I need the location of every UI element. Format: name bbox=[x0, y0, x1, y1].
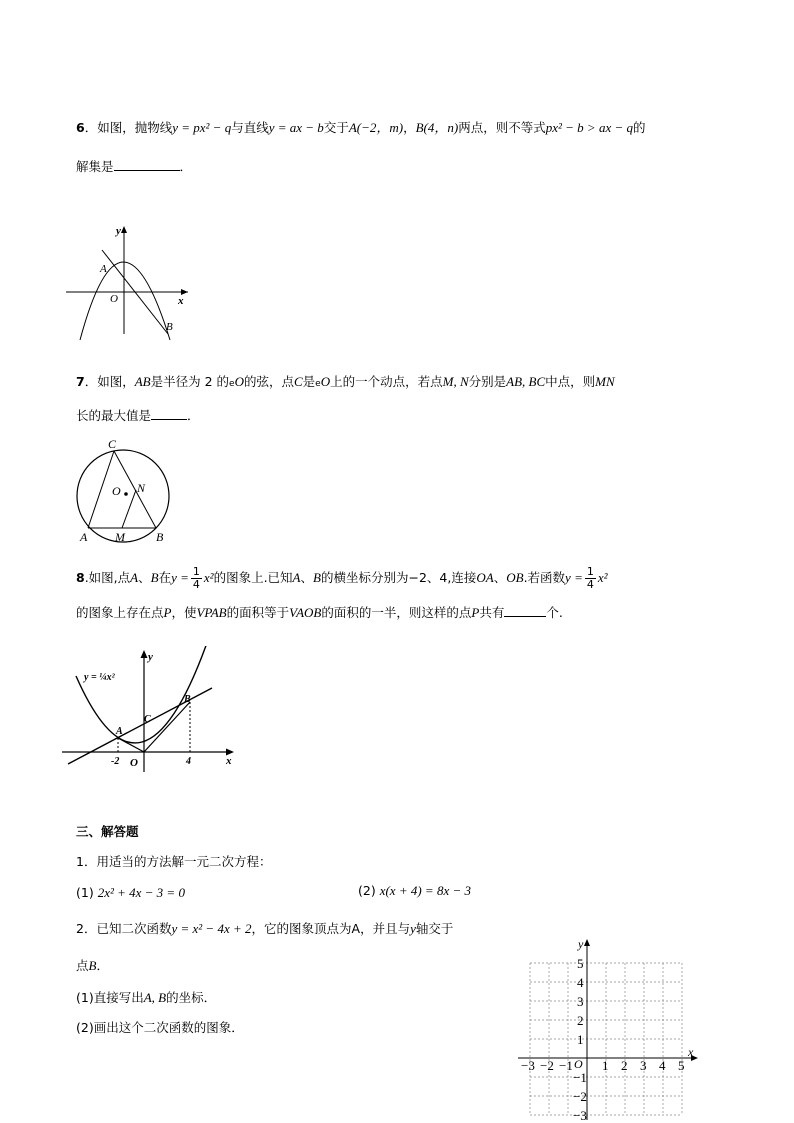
q7-ab: AB bbox=[134, 374, 151, 389]
q7-text: 长的最大值是 bbox=[76, 408, 152, 423]
grid-y-arrow-icon bbox=[584, 939, 590, 946]
q6-y-arrow-icon bbox=[121, 226, 127, 233]
q8-text: 个. bbox=[546, 605, 563, 620]
q7-text: 分别是 bbox=[468, 374, 507, 389]
q7-fig-o: O bbox=[112, 484, 121, 498]
grid-x-ticks bbox=[521, 1058, 685, 1073]
q8-text: 的面积的一半，则这样的点 bbox=[321, 605, 472, 620]
q8-number: 8 bbox=[76, 570, 85, 585]
q7-text: ．如图， bbox=[84, 374, 135, 389]
q6-inequality: px² − b > ax − q bbox=[545, 120, 633, 135]
q8-a: A bbox=[130, 570, 139, 585]
q8-fig-a: A bbox=[116, 726, 123, 737]
q7-fig-c: C bbox=[108, 437, 117, 451]
s3-q1-part1 bbox=[76, 885, 185, 901]
q8-ob: OB bbox=[506, 570, 524, 585]
q8-sep: 、 bbox=[138, 570, 151, 585]
q8-fig-eq: y = ¼x² bbox=[84, 672, 115, 683]
q6-number: 6 bbox=[76, 120, 85, 135]
q8-y-eq: y = bbox=[171, 570, 189, 585]
grid-origin: O bbox=[574, 1057, 583, 1071]
q8-text: 的横坐标分别为 bbox=[320, 570, 409, 585]
s3-q2-text: ，并且与 bbox=[360, 921, 411, 936]
q6-fig-a: A bbox=[100, 263, 107, 275]
q8-values: −2、4 bbox=[408, 570, 448, 585]
q8-segment-oa bbox=[118, 738, 144, 752]
grid-x-tick-label: 1 bbox=[602, 1058, 609, 1073]
q7-line1 bbox=[76, 374, 615, 392]
q8-p: P bbox=[471, 605, 480, 620]
q6-sep: ， bbox=[403, 120, 416, 135]
q7-fig-n: N bbox=[137, 481, 146, 495]
s3-q2-text: ，它的图象顶点为 bbox=[251, 921, 352, 936]
q6-eq-parabola: y = px² − q bbox=[172, 120, 232, 135]
s3-q2-p1-text: 的坐标． bbox=[166, 990, 217, 1005]
s3-q2-p1-text: 直接写出 bbox=[93, 990, 144, 1005]
grid-x-tick-label: −3 bbox=[521, 1058, 535, 1073]
q6-text: ． bbox=[179, 159, 193, 174]
q7-segment-mn bbox=[122, 490, 136, 528]
q8-fig-y: y bbox=[148, 651, 153, 663]
grid-x-tick-label: 2 bbox=[621, 1058, 628, 1073]
q8-oa: OA bbox=[476, 570, 494, 585]
s3-q1-p2-label: (2) bbox=[358, 883, 376, 898]
grid-x-tick-label: −2 bbox=[540, 1058, 554, 1073]
q7-text: 上的一个动点，若点 bbox=[330, 374, 443, 389]
q7-figure bbox=[70, 436, 180, 546]
grid-x-tick-label: 4 bbox=[659, 1058, 666, 1073]
q7-line2 bbox=[76, 407, 200, 424]
s3-q2-text: ． bbox=[96, 958, 109, 973]
q8-x-squared: x² bbox=[203, 570, 214, 585]
section3-title: 三、解答题 bbox=[76, 824, 139, 839]
q8-text: .如图,点 bbox=[84, 570, 131, 585]
q7-text: 的弦，点 bbox=[243, 374, 294, 389]
q7-o: O bbox=[320, 374, 331, 389]
q7-text: 是 bbox=[302, 374, 316, 389]
q8-figure bbox=[62, 646, 240, 774]
q7-circle-symbol: e bbox=[229, 379, 235, 389]
q7-mn2: MN bbox=[595, 374, 615, 389]
q7-ab-bc: AB, BC bbox=[506, 374, 546, 389]
q7-text: 中点，则 bbox=[545, 374, 596, 389]
grid-y-tick-label: 5 bbox=[577, 956, 584, 971]
grid-y-label: y bbox=[578, 937, 584, 951]
q8-frac-num: 1 bbox=[586, 565, 594, 578]
q6-fig-b: B bbox=[166, 321, 173, 333]
q8-b: B bbox=[150, 570, 159, 585]
q8-sep: 、 bbox=[493, 570, 507, 585]
q8-text: ，使 bbox=[171, 605, 197, 620]
q6-text: 与直线 bbox=[231, 120, 269, 135]
q7-fig-m: M bbox=[115, 530, 125, 544]
q8-fraction bbox=[585, 566, 596, 591]
q8-text: 的图象上存在点 bbox=[76, 605, 164, 620]
q6-line1 bbox=[76, 120, 646, 136]
q7-fig-a: A bbox=[80, 530, 88, 544]
q8-b: B bbox=[313, 570, 321, 585]
s3-q2-text: 点 bbox=[76, 958, 89, 973]
grid-y-tick-label: 3 bbox=[577, 994, 584, 1009]
s3-q1-p2-equation: x(x + 4) = 8x − 3 bbox=[379, 883, 471, 898]
q8-fig-4: 4 bbox=[186, 756, 191, 767]
coordinate-grid bbox=[512, 934, 702, 1122]
q8-line2 bbox=[76, 604, 563, 621]
q8-text: 在 bbox=[158, 570, 172, 585]
q8-text: .若函数 bbox=[523, 570, 566, 585]
q7-answer-blank[interactable] bbox=[151, 407, 187, 420]
q7-mn: M, N bbox=[442, 374, 469, 389]
s3-q2-text: 轴交于 bbox=[415, 921, 454, 936]
q6-text: 交于 bbox=[323, 120, 349, 135]
s3-q2-part1 bbox=[76, 990, 216, 1006]
s3-q2-line1 bbox=[76, 921, 453, 937]
q6-parabola bbox=[80, 262, 170, 340]
q8-fig-b: B bbox=[184, 694, 191, 705]
q8-frac-num: 1 bbox=[192, 565, 200, 578]
grid-y-tick-label: −2 bbox=[573, 1089, 587, 1104]
q7-text: ． bbox=[187, 408, 200, 423]
q8-x-squared: x² bbox=[597, 570, 608, 585]
q8-sep: 、 bbox=[300, 570, 314, 585]
grid-x-tick-label: 3 bbox=[640, 1058, 647, 1073]
q6-answer-blank[interactable] bbox=[114, 158, 180, 171]
q8-a: A bbox=[292, 570, 301, 585]
grid-x-tick-label: 5 bbox=[678, 1058, 685, 1073]
s3-q2-equation: y = x² − 4x + 2 bbox=[171, 921, 252, 936]
q8-y-arrow-icon bbox=[141, 650, 148, 658]
grid-x-label: x bbox=[688, 1045, 694, 1059]
grid-x-tick-label: −1 bbox=[559, 1058, 573, 1073]
q8-fig-c: C bbox=[144, 714, 151, 725]
q7-center-dot bbox=[124, 492, 128, 496]
s3-q2-p1-label: (1) bbox=[76, 990, 94, 1005]
q8-text: 的图象上.已知 bbox=[213, 570, 293, 585]
q6-line2 bbox=[76, 158, 192, 175]
s3-q2-b: B bbox=[88, 958, 97, 973]
s3-q2-a: A bbox=[351, 921, 361, 936]
q6-text: 解集是 bbox=[76, 159, 114, 174]
q8-fig-o: O bbox=[130, 757, 138, 769]
q8-line1 bbox=[76, 565, 608, 591]
grid-y-tick-label: −3 bbox=[573, 1108, 587, 1122]
s3-q1-p1-equation: 2x² + 4x − 3 = 0 bbox=[97, 885, 185, 900]
q6-text: ．如图，抛物线 bbox=[84, 120, 173, 135]
q7-number: 7 bbox=[76, 374, 85, 389]
s3-q2-p1-ab: A, B bbox=[143, 990, 167, 1005]
q8-y-eq: y = bbox=[565, 570, 583, 585]
q8-frac-den: 4 bbox=[192, 578, 200, 591]
q6-figure bbox=[62, 222, 194, 344]
grid-y-tick-label: −1 bbox=[573, 1070, 587, 1085]
s3-q2-p2-label: (2) bbox=[76, 1020, 94, 1035]
s3-q2-line2 bbox=[76, 958, 109, 974]
q8-fig-x: x bbox=[226, 755, 232, 767]
q8-text: ,连接 bbox=[447, 570, 477, 585]
q8-segment-ob bbox=[144, 702, 190, 752]
s3-q1-p1-label: (1) bbox=[76, 885, 94, 900]
q7-o: O bbox=[234, 374, 244, 389]
q6-eq-line: y = ax − b bbox=[268, 120, 324, 135]
q6-text: 两点，则不等式 bbox=[458, 120, 546, 135]
q8-triangle-pab: VPAB bbox=[196, 605, 227, 620]
q6-point-a: A(−2，m) bbox=[348, 120, 404, 135]
q6-point-b: B(4，n) bbox=[415, 120, 459, 135]
q6-text: 的 bbox=[633, 120, 646, 135]
grid-y-tick-label: 1 bbox=[577, 1032, 584, 1047]
s3-q2-p2-text: 画出这个二次函数的图象． bbox=[93, 1020, 244, 1035]
q8-text: 共有 bbox=[479, 605, 505, 620]
q7-fig-b: B bbox=[156, 530, 164, 544]
s3-q1-part2 bbox=[358, 883, 471, 899]
q8-p: P bbox=[163, 605, 172, 620]
q8-text: 的面积等于 bbox=[226, 605, 290, 620]
grid-y-tick-label: 2 bbox=[577, 1013, 584, 1028]
q6-fig-o: O bbox=[110, 293, 118, 305]
q6-fig-y: y bbox=[116, 225, 121, 237]
q8-fig-minus2: -2 bbox=[111, 756, 120, 767]
q8-answer-blank[interactable] bbox=[504, 604, 546, 617]
s3-q1-text: 1．用适当的方法解一元二次方程： bbox=[76, 854, 272, 869]
q6-fig-x: x bbox=[178, 295, 184, 307]
s3-q2-part2 bbox=[76, 1020, 244, 1036]
q8-frac-den: 4 bbox=[586, 578, 594, 591]
q7-c: C bbox=[293, 374, 303, 389]
grid-y-tick-label: 4 bbox=[577, 975, 584, 990]
q8-triangle-aob: VAOB bbox=[289, 605, 322, 620]
grid-lines bbox=[530, 963, 682, 1115]
q8-fraction bbox=[191, 566, 202, 591]
s3-q2-y: y bbox=[410, 921, 416, 936]
q7-circle-symbol: e bbox=[315, 379, 321, 389]
q7-text: 是半径为 2 的 bbox=[150, 374, 230, 389]
s3-q2-text: 2．已知二次函数 bbox=[76, 921, 172, 936]
